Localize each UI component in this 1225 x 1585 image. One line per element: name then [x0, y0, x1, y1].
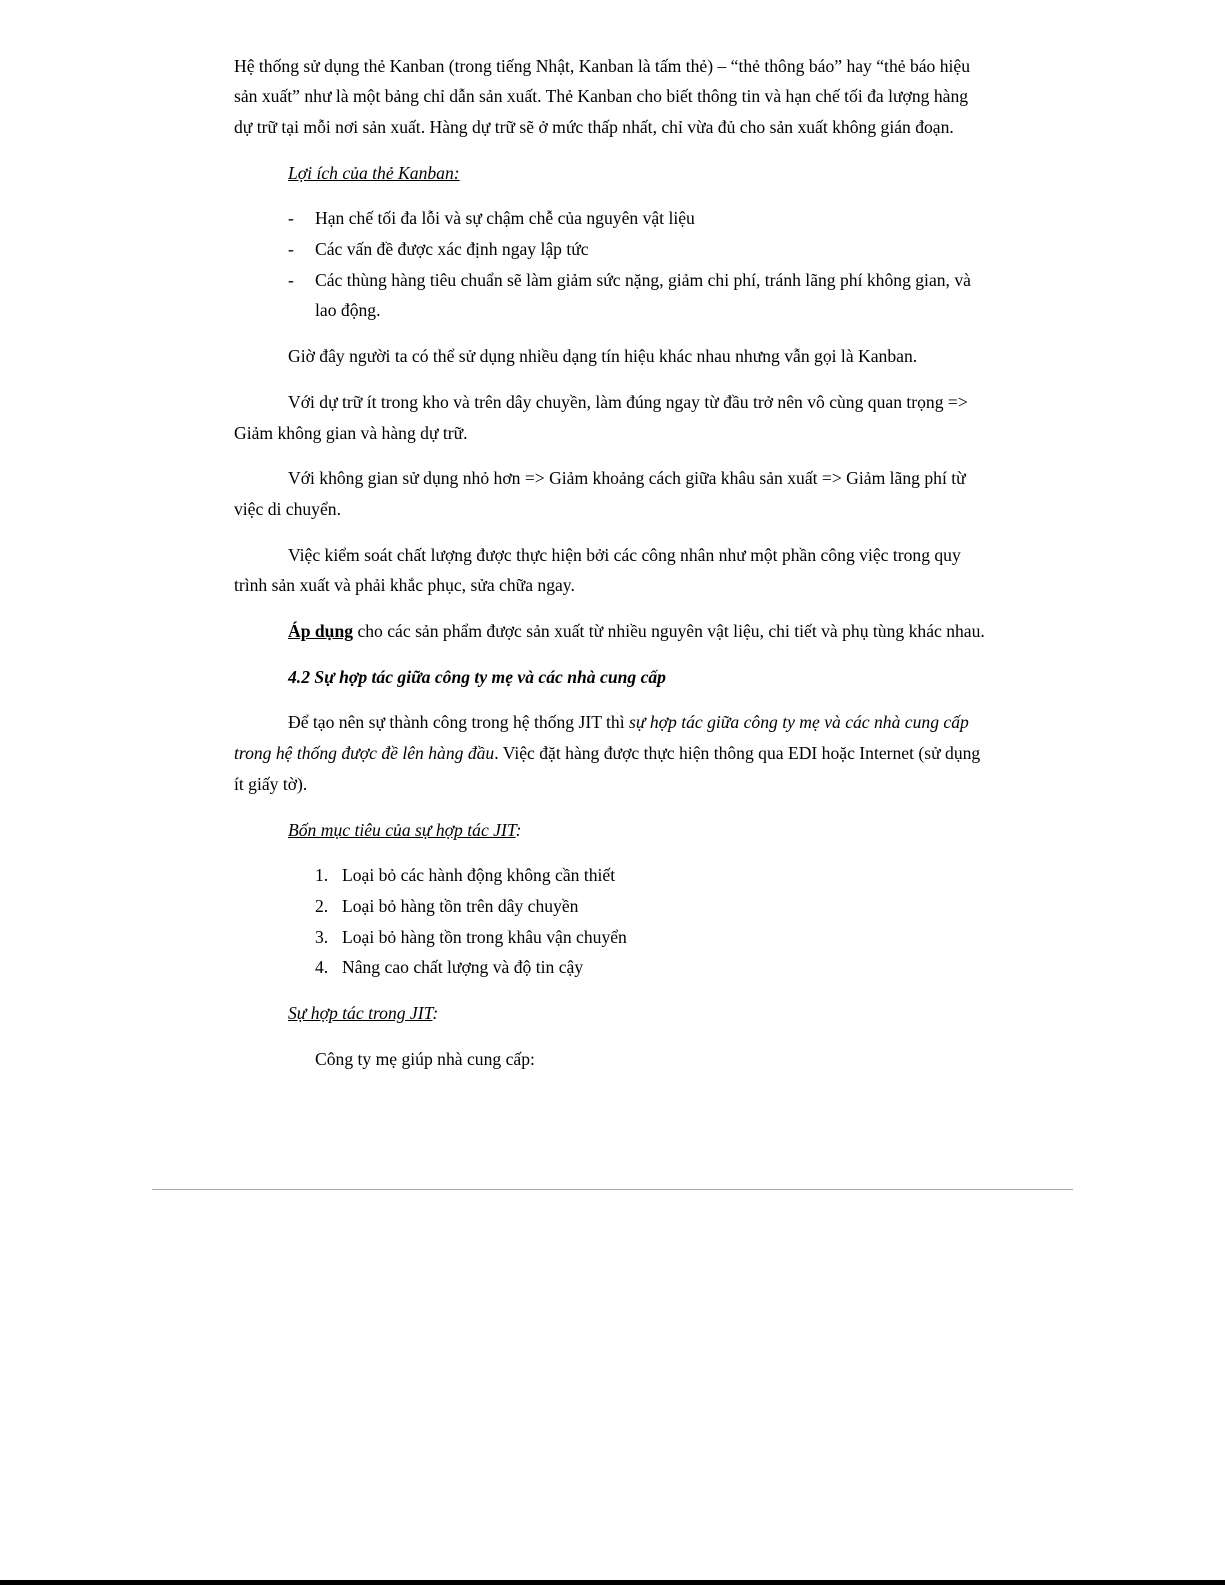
jit-goal-number-2: 2. [315, 896, 329, 916]
paragraph-signals: Giờ đây người ta có thể sử dụng nhiều dạng tín hiệu khác nhau nhưng vẫn gọi là Kanban. [288, 346, 918, 366]
apply-text: cho các sản phẩm được sản xuất từ nhiều nguyên vật liệu, chi tiết và phụ tùng khác nhau. [353, 621, 985, 641]
jit-goals-heading-text: Bốn mục tiêu của sự hợp tác JIT [288, 820, 516, 840]
intro-line-2-italic: trong hệ thống được đề lên hàng đầu [234, 743, 495, 763]
bullet-dash-2: - [288, 239, 294, 259]
paragraph-1-line-2: sản xuất” như là một bảng chỉ dẫn sản xuất. Thẻ Kanban cho biết thông tin và hạn chế tối đa lượng hàng [234, 86, 969, 106]
section-4-2-intro-line-1 [288, 710, 969, 734]
paragraph-inventory-line-1: Với dự trữ ít trong kho và trên dây chuyền, làm đúng ngay từ đầu trở nên vô cùng quan trọng => [288, 392, 968, 412]
paragraph-1-line-1: Hệ thống sử dụng thẻ Kanban (trong tiếng Nhật, Kanban là tấm thẻ) – “thẻ thông báo” hay “thẻ báo hiệu [234, 56, 971, 76]
jit-goals-heading [288, 818, 522, 842]
jit-goal-item-3: Loại bỏ hàng tồn trong khâu vận chuyển [342, 927, 627, 947]
jit-goal-number-4: 4. [315, 957, 329, 977]
jit-goal-number-3: 3. [315, 927, 329, 947]
paragraph-space-line-1: Với không gian sử dụng nhỏ hơn => Giảm khoảng cách giữa khâu sản xuất => Giảm lãng phí từ [288, 468, 966, 488]
jit-cooperation-heading-text: Sự hợp tác trong JIT [288, 1003, 433, 1023]
paragraph-inventory-line-2: Giảm không gian và hàng dự trữ. [234, 423, 468, 443]
paragraph-space-line-2: việc di chuyển. [234, 499, 341, 519]
intro-line-2-plain: . Việc đặt hàng được thực hiện thông qua EDI hoặc Internet (sử dụng [494, 743, 981, 763]
bullet-dash-3: - [288, 270, 294, 290]
apply-label: Áp dụng [288, 621, 354, 641]
jit-goals-heading-colon: : [515, 820, 522, 840]
page-bottom-edge [0, 1580, 1225, 1585]
jit-goal-item-1: Loại bỏ các hành động không cần thiết [342, 865, 616, 885]
jit-cooperation-line: Công ty mẹ giúp nhà cung cấp: [315, 1049, 535, 1069]
paragraph-quality-line-1: Việc kiểm soát chất lượng được thực hiện bởi các công nhân như một phần công việc trong quy [288, 545, 961, 565]
intro-line-1-plain: Để tạo nên sự thành công trong hệ thống JIT thì [288, 712, 629, 732]
jit-goal-item-4: Nâng cao chất lượng và độ tin cậy [342, 957, 584, 977]
jit-cooperation-heading-colon: : [432, 1003, 439, 1023]
jit-goal-number-1: 1. [315, 865, 329, 885]
intro-line-1-italic: sự hợp tác giữa công ty mẹ và các nhà cung cấp [629, 712, 969, 732]
paragraph-apply [288, 619, 985, 643]
footer-separator [152, 1189, 1073, 1190]
section-4-2-heading: 4.2 Sự hợp tác giữa công ty mẹ và các nhà cung cấp [288, 667, 666, 687]
section-4-2-intro-line-3: ít giấy tờ). [234, 774, 308, 794]
kanban-benefit-item-1: Hạn chế tối đa lỗi và sự chậm chễ của nguyên vật liệu [315, 208, 695, 228]
paragraph-1-line-3: dự trữ tại mỗi nơi sản xuất. Hàng dự trữ sẽ ở mức thấp nhất, chỉ vừa đủ cho sản xuất không gián đoạn. [234, 117, 954, 137]
kanban-benefit-item-2: Các vấn đề được xác định ngay lập tức [315, 239, 589, 259]
kanban-benefits-heading: Lợi ích của thẻ Kanban: [288, 163, 460, 183]
kanban-benefit-item-3: Các thùng hàng tiêu chuẩn sẽ làm giảm sức nặng, giảm chi phí, tránh lãng phí không gian, và [315, 270, 971, 290]
jit-goal-item-2: Loại bỏ hàng tồn trên dây chuyền [342, 896, 579, 916]
kanban-benefit-item-3-continued: lao động. [315, 300, 381, 320]
section-4-2-intro-line-2 [234, 741, 980, 765]
paragraph-quality-line-2: trình sản xuất và phải khắc phục, sửa chữa ngay. [234, 575, 575, 595]
jit-cooperation-heading [288, 1001, 438, 1025]
bullet-dash-1: - [288, 208, 294, 228]
